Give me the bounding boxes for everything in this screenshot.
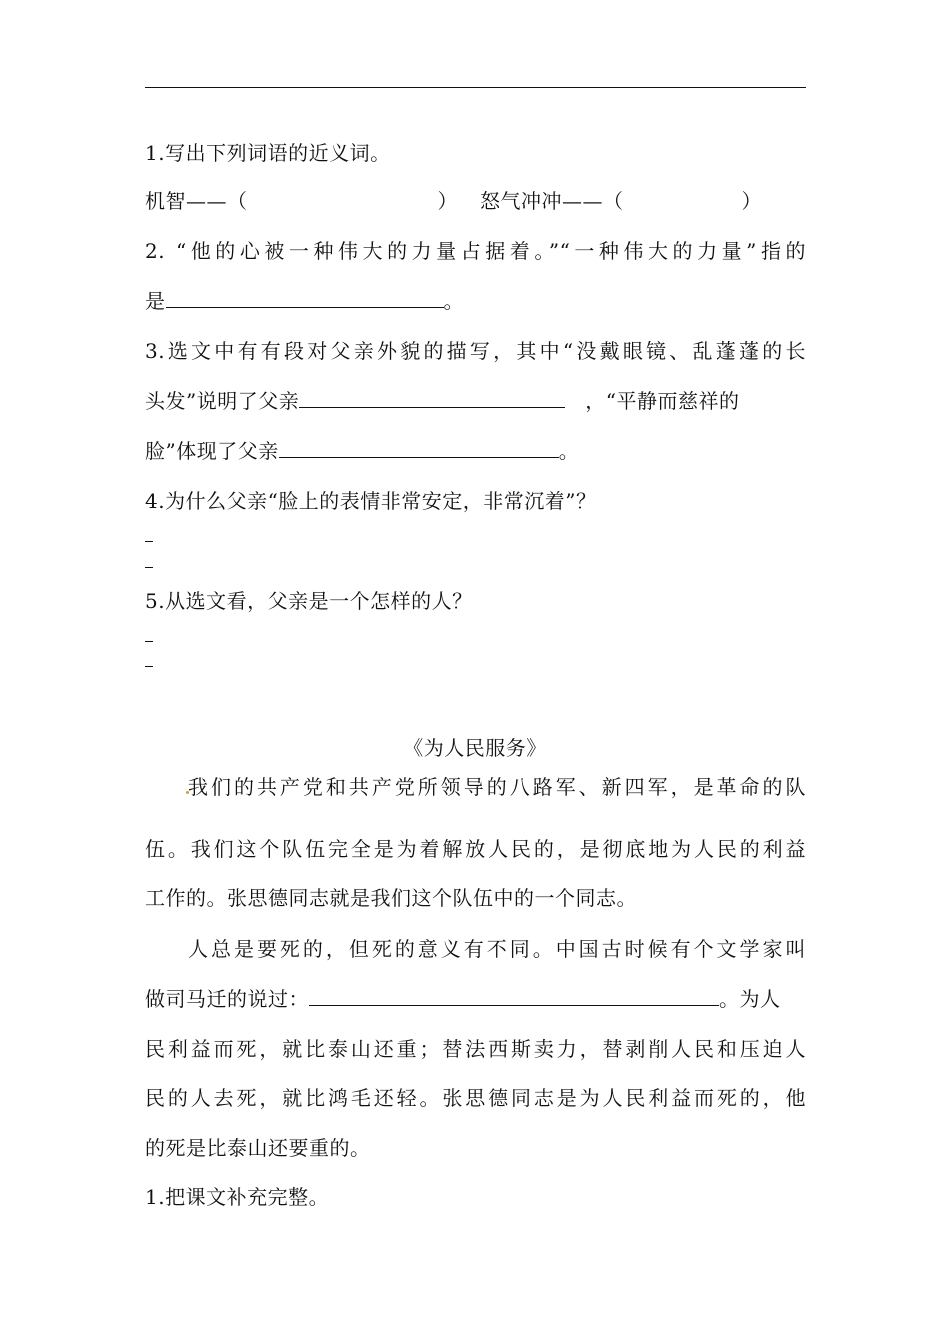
q1-close-a: ） <box>437 189 458 213</box>
q5-prompt: 5.从选文看，父亲是一个怎样的人？ <box>145 589 473 613</box>
q5-answer-line-2[interactable] <box>145 666 153 667</box>
passage-p1-line2: 伍。我们这个队伍完全是为着解放人民的，是彻底地为人民的利益 <box>145 837 806 861</box>
q3-line2-start: 头发”说明了父亲 <box>145 389 300 413</box>
q3-line1: 3.选文中有有段对父亲外貌的描写，其中“没戴眼镜、乱蓬蓬的长 <box>145 339 806 363</box>
q3-line3-start: 脸”体现了父亲 <box>145 439 279 463</box>
q1-synonym-row <box>145 188 806 214</box>
q1-close-b: ） <box>741 189 762 213</box>
passage-p1-line3: 工作的。张思德同志就是我们这个队伍中的一个同志。 <box>145 886 637 910</box>
q5-answer-line-1[interactable] <box>145 641 153 642</box>
q4-answer-line-2[interactable] <box>145 567 153 568</box>
q1-word-a: 机智——（ <box>145 189 248 213</box>
passage-title: 《为人民服务》 <box>403 736 547 760</box>
q2-line2 <box>145 288 806 314</box>
header-rule <box>145 87 806 88</box>
passage-p2-start: 做司马迁的说过： <box>145 987 309 1011</box>
q3-line3-end: 。 <box>558 439 580 463</box>
passage-p2-line3: 民利益而死，就比泰山还重；替法西斯卖力，替剥削人民和压迫人 <box>145 1037 806 1061</box>
q3-line2-end: ，“平静而慈祥的 <box>585 389 740 413</box>
q2-answer-blank[interactable] <box>166 289 444 308</box>
q2-start: 是 <box>145 289 166 313</box>
q6-prompt: 1.把课文补充完整。 <box>145 1185 330 1209</box>
q3-answer-blank-1[interactable] <box>299 389 565 408</box>
q2-end: 。 <box>443 289 464 313</box>
passage-p1-line1: 我们的共产党和共产党所领导的八路军、新四军，是革命的队 <box>188 775 806 799</box>
q4-prompt: 4.为什么父亲“脸上的表情非常安定，非常沉着”？ <box>145 489 597 513</box>
passage-p2-line2 <box>145 986 806 1012</box>
q4-answer-line-1[interactable] <box>145 541 153 542</box>
q3-line2 <box>145 388 806 414</box>
passage-p2-line4: 民的人去死，就比鸿毛还轻。张思德同志是为人民利益而死的，他 <box>145 1086 806 1110</box>
passage-p2-end: 。为人 <box>719 987 781 1011</box>
passage-quote-blank[interactable] <box>309 987 719 1006</box>
q3-line3 <box>145 438 806 464</box>
q1-prompt: 1.写出下列词语的近义词。 <box>145 141 391 165</box>
passage-p2-line5: 的死是比泰山还要重的。 <box>145 1136 371 1160</box>
q2-line1: 2. “他的心被一种伟大的力量占据着。”“一种伟大的力量”指的 <box>145 239 806 263</box>
passage-p2-line1: 人总是要死的，但死的意义有不同。中国古时候有个文学家叫 <box>188 937 806 961</box>
q1-word-b: 怒气冲冲——（ <box>480 189 624 213</box>
q3-answer-blank-2[interactable] <box>279 439 559 458</box>
